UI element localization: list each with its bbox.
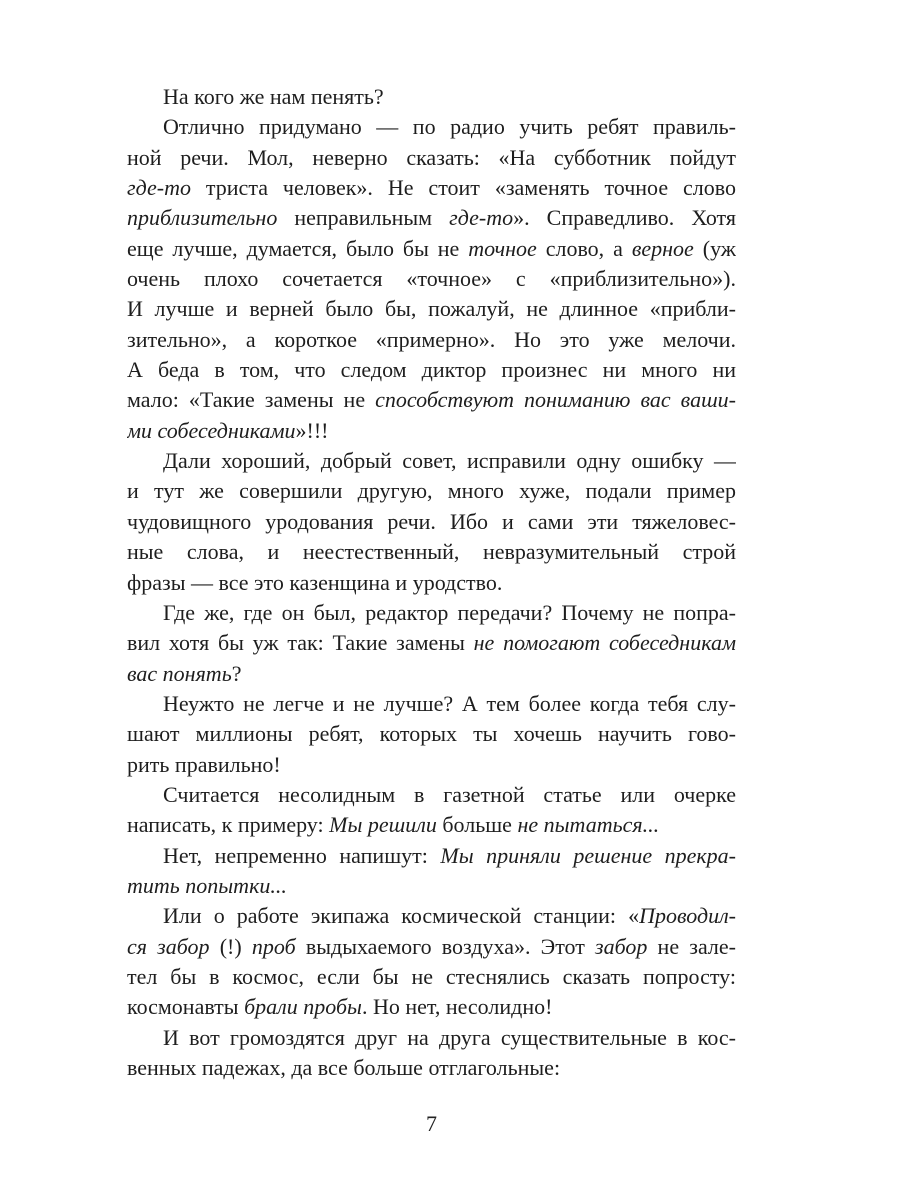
text-segment: И лучше и верней было бы, пожалуй, не длинное «прибли- <box>127 296 736 322</box>
text-segment: (уж <box>693 235 736 261</box>
text-line <box>127 628 736 658</box>
text-segment: еще лучше, думается, было бы не <box>127 235 469 261</box>
text-segment: выдыхаемого воздуха». Этот <box>295 933 596 959</box>
text-line <box>127 1053 736 1083</box>
text-segment: Мы приняли решение прекра- <box>440 842 736 868</box>
text-segment: ные слова, и неестественный, невразумительный строй <box>127 539 736 565</box>
text-segment: брали пробы <box>244 994 362 1020</box>
text-line <box>127 659 736 689</box>
text-segment: И вот громоздятся друг на друга существительные в кос- <box>163 1024 736 1050</box>
text-line <box>127 750 736 780</box>
text-segment: триста человек». Не стоит «заменять точное слово <box>190 175 736 201</box>
text-segment: шают миллионы ребят, которых ты хочешь научить гово- <box>127 721 736 747</box>
text-line <box>127 446 736 476</box>
text-segment: Или о работе экипажа космической станции: « <box>163 903 640 929</box>
text-segment: точное <box>468 235 537 261</box>
text-segment: Проводил- <box>639 903 736 929</box>
text-line <box>127 173 736 203</box>
text-segment: ? <box>231 660 242 686</box>
text-line <box>127 325 736 355</box>
text-line <box>127 992 736 1022</box>
text-segment: не зале- <box>647 933 736 959</box>
text-line <box>127 598 736 628</box>
text-line <box>127 294 736 324</box>
text-line <box>127 962 736 992</box>
text-line <box>127 780 736 810</box>
page-number: 7 <box>426 1111 437 1136</box>
text-line <box>127 841 736 871</box>
text-segment: Отлично придумано — по радио учить ребят правиль- <box>163 114 736 140</box>
text-segment: слово, а <box>536 235 632 261</box>
page-text <box>127 82 736 1083</box>
text-segment: больше <box>436 812 518 838</box>
text-segment: Считается несолидным в газетной статье или очерке <box>163 781 736 807</box>
text-segment: фразы — все это казенщина и уродство. <box>127 569 503 595</box>
text-line <box>127 932 736 962</box>
text-line <box>127 689 736 719</box>
text-segment: вил хотя бы уж так: Такие замены <box>127 630 474 656</box>
text-line <box>127 719 736 749</box>
text-line <box>127 871 736 901</box>
text-segment: и тут же совершили другую, много хуже, подали пример <box>127 478 736 504</box>
text-segment: вас понять <box>127 660 232 686</box>
text-segment: (!) <box>209 933 252 959</box>
text-line <box>127 416 736 446</box>
text-line <box>127 507 736 537</box>
text-line <box>127 203 736 233</box>
text-line <box>127 537 736 567</box>
text-segment: не помогают собеседникам <box>473 630 736 656</box>
text-segment: ной речи. Мол, неверно сказать: «На субботник пойдут <box>127 144 736 170</box>
text-segment: На кого же нам пенять? <box>163 84 384 109</box>
text-segment: очень плохо сочетается «точное» с «приблизительно»). <box>127 266 736 292</box>
text-line <box>127 234 736 264</box>
text-segment: . Но нет, несолидно! <box>361 994 553 1020</box>
text-segment: чудовищного уродования речи. Ибо и сами эти тяжеловес- <box>127 508 736 534</box>
text-line <box>127 810 736 840</box>
text-segment: проб <box>251 933 296 959</box>
text-segment: мало: «Такие замены не <box>127 387 376 413</box>
text-segment: космонавты <box>127 994 245 1020</box>
text-segment: неправильным <box>277 205 450 231</box>
text-line <box>127 143 736 173</box>
text-segment: забор <box>595 933 648 959</box>
text-line <box>127 355 736 385</box>
text-segment: ». Справедливо. Хотя <box>513 205 736 231</box>
text-segment: не пытаться... <box>517 812 660 838</box>
text-line <box>127 112 736 142</box>
text-segment: Где же, где он был, редактор передачи? Почему не попра- <box>163 599 736 625</box>
text-line <box>127 476 736 506</box>
text-line <box>127 82 736 112</box>
text-segment: Мы решили <box>329 812 437 838</box>
text-segment: способствуют пониманию вас ваши- <box>375 387 736 413</box>
text-segment: зительно», а короткое «примерно». Но это уже мелочи. <box>127 326 736 352</box>
text-line <box>127 385 736 415</box>
text-segment: Неужто не легче и не лучше? А тем более когда тебя слу- <box>163 690 736 716</box>
text-segment: где-то <box>127 175 191 201</box>
text-segment: венных падежах, да все больше отглагольные: <box>127 1055 561 1080</box>
text-segment: приблизительно <box>127 205 278 231</box>
text-line <box>127 264 736 294</box>
text-segment: ся забор <box>127 933 210 959</box>
text-segment: написать, к примеру: <box>127 812 330 838</box>
text-line <box>127 568 736 598</box>
text-segment: рить правильно! <box>127 751 281 777</box>
text-segment: верное <box>631 235 694 261</box>
text-segment: Нет, непременно напишут: <box>163 842 441 868</box>
text-segment: тить попытки... <box>127 872 287 898</box>
text-segment: ми собеседниками <box>127 417 296 443</box>
text-segment: А беда в том, что следом диктор произнес ни много ни <box>127 357 736 383</box>
text-segment: тел бы в космос, если бы не стеснялись сказать попросту: <box>127 963 736 989</box>
text-segment: »!!! <box>295 417 329 443</box>
text-segment: Дали хороший, добрый совет, исправили одну ошибку — <box>163 448 736 474</box>
text-line <box>127 1023 736 1053</box>
text-segment: где-то <box>449 205 514 231</box>
text-line <box>127 901 736 931</box>
